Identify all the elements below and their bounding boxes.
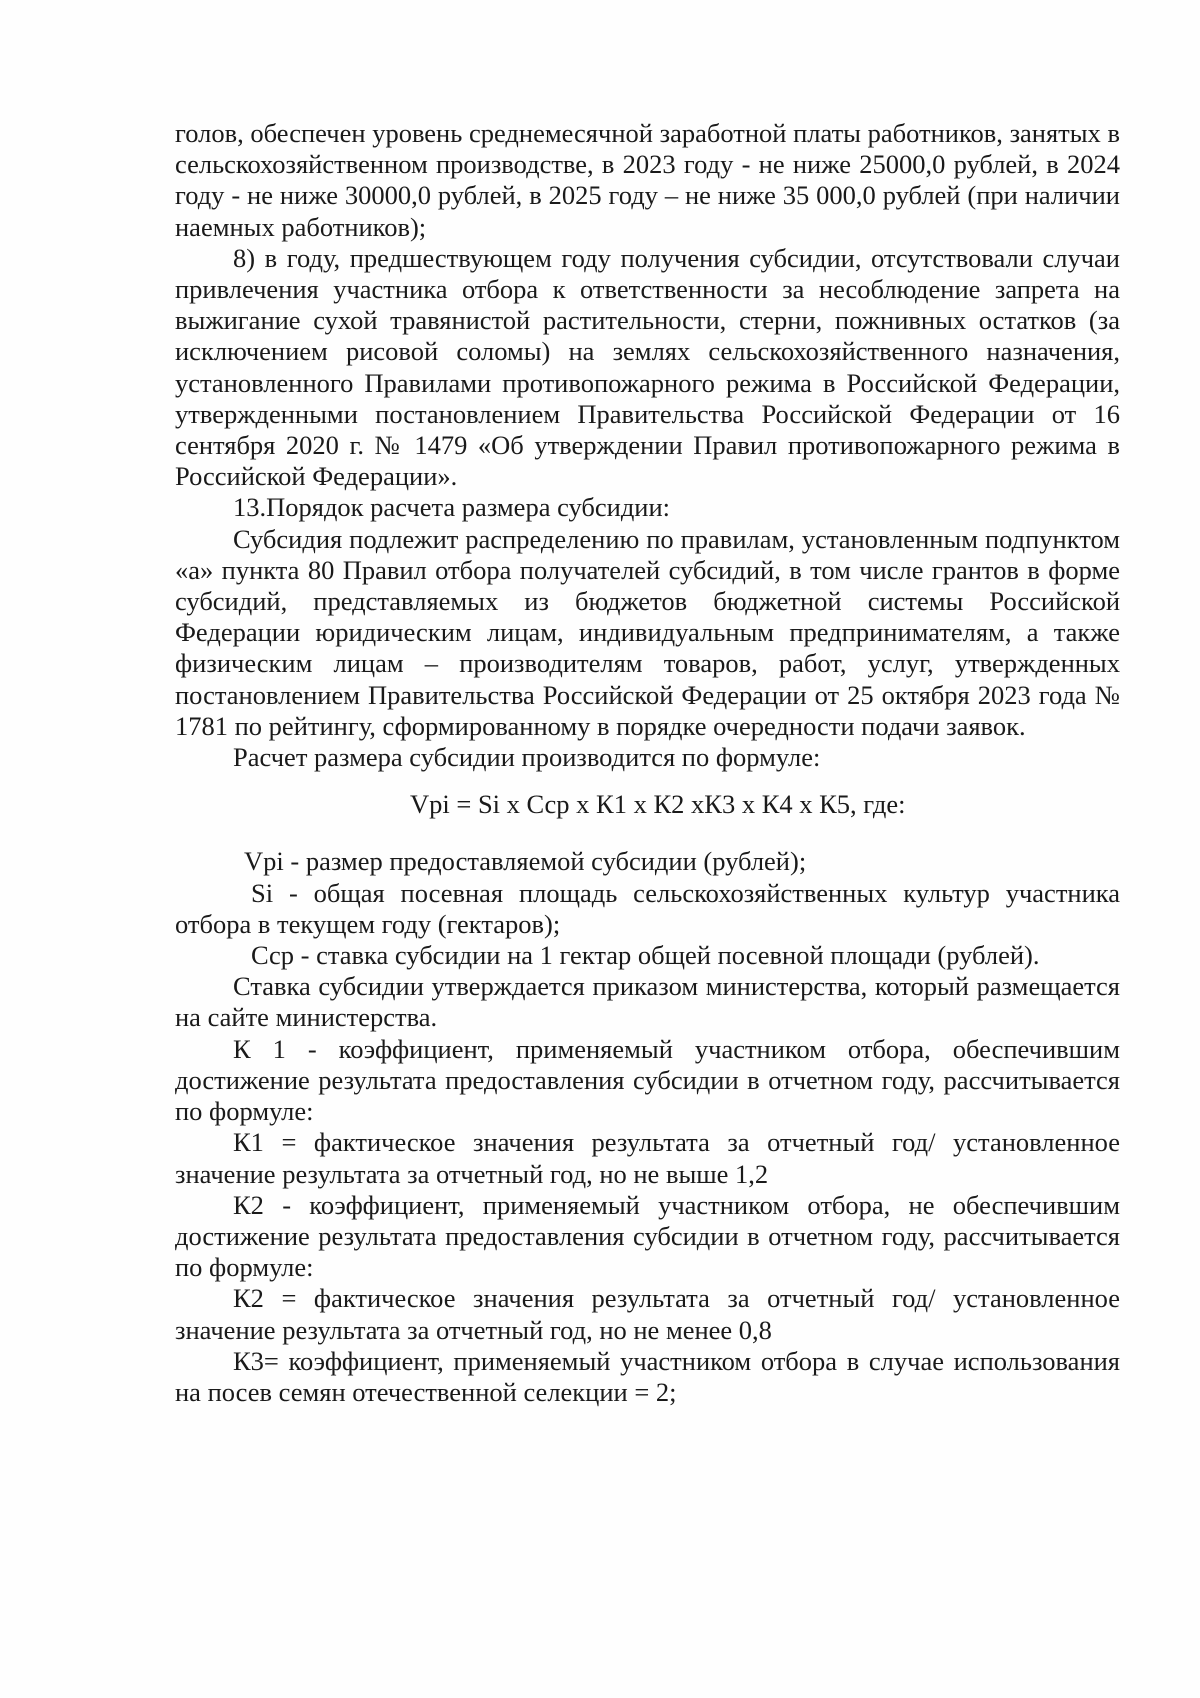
document-body: [175, 118, 1120, 1408]
subsidy-formula: Vpi = Si x Сср x К1 x К2 xК3 x К4 x К5, где:: [410, 789, 906, 820]
paragraph-k1-definition: К 1 - коэффициент, применяемый участником отбора, обеспечившим достижение результата предоставления субсидии в отчетном году, рассчитывается по формуле:: [175, 1033, 1120, 1127]
section-heading-13: 13.Порядок расчета размера субсидии:: [233, 492, 671, 523]
definition-vpi: Vpi - размер предоставляемой субсидии (рублей);: [244, 846, 807, 877]
paragraph-wages: голов, обеспечен уровень среднемесячной заработной платы работников, занятых в сельскохозяйственном производстве, в 2023 году - не ниже 25000,0 рублей, в 2024 году - не ниже 30000,0 рублей, в 2025 году – не ниже 35 000,0 рублей (при наличии наемных работников);: [175, 118, 1120, 242]
paragraph-item-8: 8) в году, предшествующем году получения субсидии, отсутствовали случаи привлечения участника отбора к ответственности за несоблюдение запрета на выжигание сухой травянистой растительности, стерни, пожнивных остатков (за исключением рисовой соломы) на землях сельскохозяйственного назначения, установленного Правилами противопожарного режима в Российской Федерации, утвержденными постановлением Правительства Российской Федерации от 16 сентября 2020 г. № 1479 «Об утверждении Правил противопожарного режима в Российской Федерации».: [175, 242, 1120, 492]
paragraph-distribution: Субсидия подлежит распределению по правилам, установленным подпунктом «а» пункта 80 Правил отбора получателей субсидий, в том числе грантов в форме субсидий, представляемых из бюджетов бюджетной системы Российской Федерации юридическим лицам, индивидуальным предпринимателям, а также физическим лицам – производителям товаров, работ, услуг, утвержденных постановлением Правительства Российской Федерации от 25 октября 2023 года № 1781 по рейтингу, сформированному в порядке очередности подачи заявок.: [175, 523, 1120, 741]
paragraph-formula-intro: Расчет размера субсидии производится по формуле:: [233, 742, 821, 773]
definition-si: Si - общая посевная площадь сельскохозяйственных культур участника отбора в текущем году (гектаров);: [175, 877, 1120, 939]
paragraph-rate: Ставка субсидии утверждается приказом министерства, который размещается на сайте министерства.: [175, 971, 1120, 1033]
paragraph-k2-definition: К2 - коэффициент, применяемый участником отбора, не обеспечившим достижение результата предоставления субсидии в отчетном году, рассчитывается по формуле:: [175, 1189, 1120, 1283]
paragraph-k2-formula: К2 = фактическое значения результата за отчетный год/ установленное значение результата за отчетный год, но не менее 0,8: [175, 1283, 1120, 1345]
definition-ccp: Сср - ставка субсидии на 1 гектар общей посевной площади (рублей).: [251, 940, 1040, 971]
paragraph-k1-formula: К1 = фактическое значения результата за отчетный год/ установленное значение результата за отчетный год, но не выше 1,2: [175, 1127, 1120, 1189]
paragraph-k3-definition: К3= коэффициент, применяемый участником отбора в случае использования на посев семян отечественной селекции = 2;: [175, 1345, 1120, 1407]
